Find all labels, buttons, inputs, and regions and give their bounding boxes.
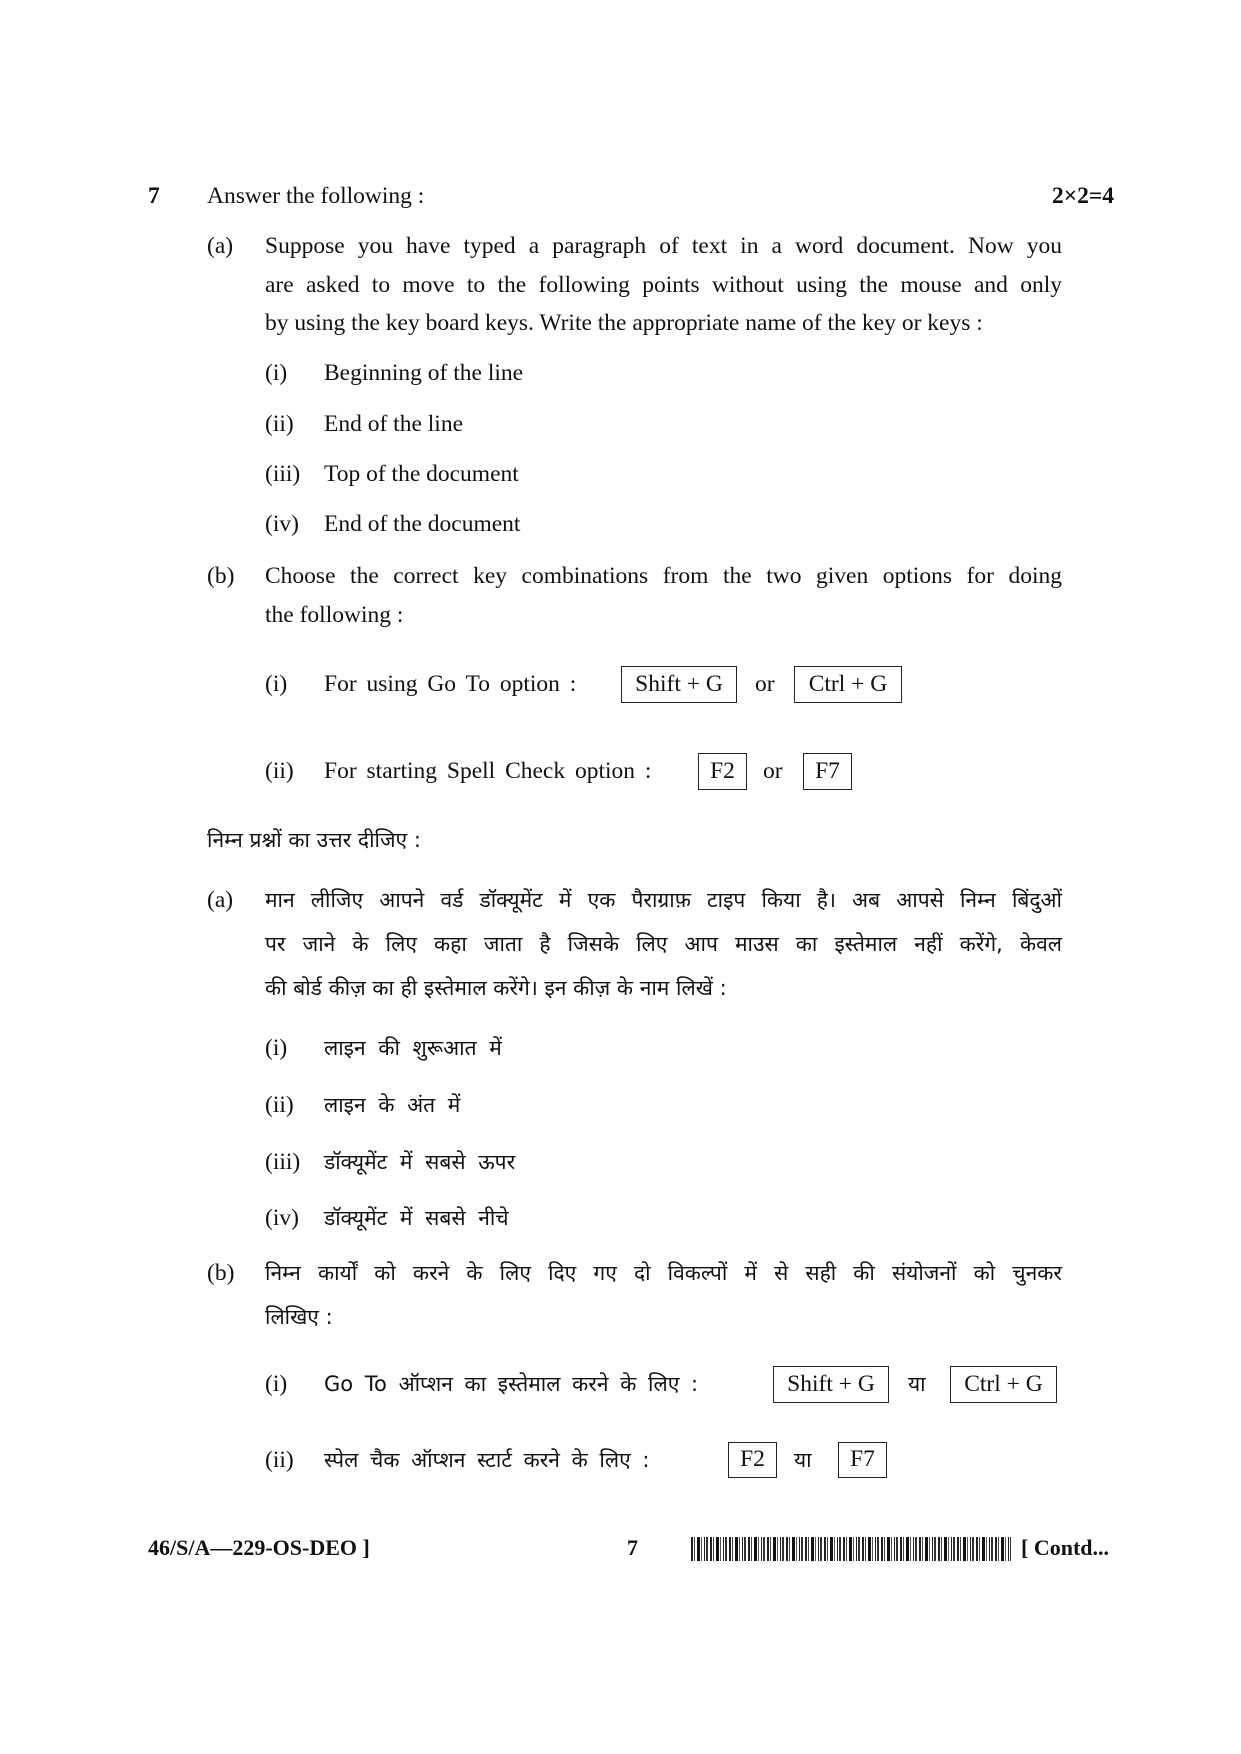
- list-item-number: (iv): [265, 1205, 299, 1231]
- paragraph-line: मान लीजिए आपने वर्ड डॉक्यूमेंट में एक पैराग्राफ़ टाइप किया है। अब आपसे निम्न बिंदुओं: [265, 888, 1062, 912]
- paragraph-line: by using the key board keys. Write the appropriate name of the key or keys :: [265, 310, 983, 336]
- list-item: डॉक्यूमेंट में सबसे ऊपर: [324, 1150, 516, 1174]
- list-item-number: (ii): [265, 411, 294, 437]
- hindi-part-b-label: (b): [207, 1260, 235, 1286]
- list-item-number: (i): [265, 671, 288, 697]
- paragraph-line: the following :: [265, 601, 404, 628]
- list-item: लाइन के अंत में: [324, 1093, 461, 1117]
- list-item: लाइन की शुरूआत में: [324, 1036, 502, 1060]
- connector-text: or: [755, 671, 775, 697]
- key-combo-box: F2: [698, 753, 747, 790]
- key-combo-box: Shift + G: [773, 1366, 889, 1403]
- list-item-number: (iv): [265, 511, 299, 537]
- paper-code: 46/S/A—229-OS-DEO ]: [148, 1535, 370, 1560]
- question-marks: 2×2=4: [1052, 183, 1115, 209]
- key-combo-box: Shift + G: [621, 666, 737, 703]
- paragraph-line: Choose the correct key combinations from the two given options for doing: [265, 563, 1062, 589]
- list-item: For using Go To option :: [324, 671, 577, 697]
- key-combo-box: Ctrl + G: [950, 1366, 1057, 1403]
- question-title: Answer the following :: [207, 183, 425, 209]
- list-item: Go To ऑप्शन का इस्तेमाल करने के लिए :: [324, 1372, 699, 1396]
- list-item: डॉक्यूमेंट में सबसे नीचे: [324, 1206, 509, 1230]
- hindi-title: निम्न प्रश्नों का उत्तर दीजिए :: [207, 828, 421, 852]
- connector-text: या: [794, 1448, 812, 1472]
- key-combo-box: F7: [803, 753, 852, 790]
- hindi-part-a-label: (a): [207, 887, 234, 913]
- list-item-number: (i): [265, 1371, 288, 1397]
- list-item: स्पेल चैक ऑप्शन स्टार्ट करने के लिए :: [324, 1448, 650, 1472]
- paragraph-line: की बोर्ड कीज़ का ही इस्तेमाल करेंगे। इन कीज़ के नाम लिखें :: [265, 976, 727, 1000]
- paragraph-line: लिखिए :: [265, 1305, 333, 1329]
- list-item-number: (ii): [265, 1447, 294, 1473]
- page-number: 7: [627, 1535, 638, 1560]
- list-item: End of the line: [324, 411, 464, 437]
- continued-label: [ Contd...: [1021, 1535, 1110, 1560]
- question-number: 7: [148, 183, 160, 209]
- part-b-label: (b): [207, 563, 235, 589]
- list-item: Top of the document: [324, 461, 519, 487]
- list-item: End of the document: [324, 511, 521, 537]
- part-b-paragraph: [265, 562, 1062, 639]
- hindi-part-b-paragraph: [265, 1259, 1062, 1347]
- part-a-label: (a): [207, 233, 234, 259]
- key-combo-box: Ctrl + G: [794, 666, 902, 703]
- connector-text: or: [763, 758, 783, 784]
- list-item-number: (ii): [265, 1092, 294, 1118]
- list-item-number: (i): [265, 1035, 288, 1061]
- list-item: Beginning of the line: [324, 360, 524, 386]
- part-a-paragraph: [265, 232, 1062, 348]
- list-item-number: (iii): [265, 1149, 301, 1175]
- list-item-number: (ii): [265, 758, 294, 784]
- connector-text: या: [908, 1372, 926, 1396]
- hindi-part-a-paragraph: [265, 886, 1062, 1018]
- key-combo-box: F7: [838, 1442, 887, 1478]
- list-item: For starting Spell Check option :: [324, 758, 652, 784]
- key-combo-box: F2: [728, 1442, 777, 1478]
- barcode-icon: [691, 1537, 1011, 1561]
- list-item-number: (iii): [265, 461, 301, 487]
- paragraph-line: पर जाने के लिए कहा जाता है जिसके लिए आप माउस का इस्तेमाल नहीं करेंगे, केवल: [265, 932, 1062, 956]
- paragraph-line: निम्न कार्यों को करने के लिए दिए गए दो विकल्पों में से सही की संयोजनों को चुनकर: [265, 1261, 1062, 1285]
- paragraph-line: are asked to move to the following points without using the mouse and only: [265, 271, 1062, 298]
- paragraph-line: Suppose you have typed a paragraph of text in a word document. Now you: [265, 233, 1062, 259]
- list-item-number: (i): [265, 360, 288, 386]
